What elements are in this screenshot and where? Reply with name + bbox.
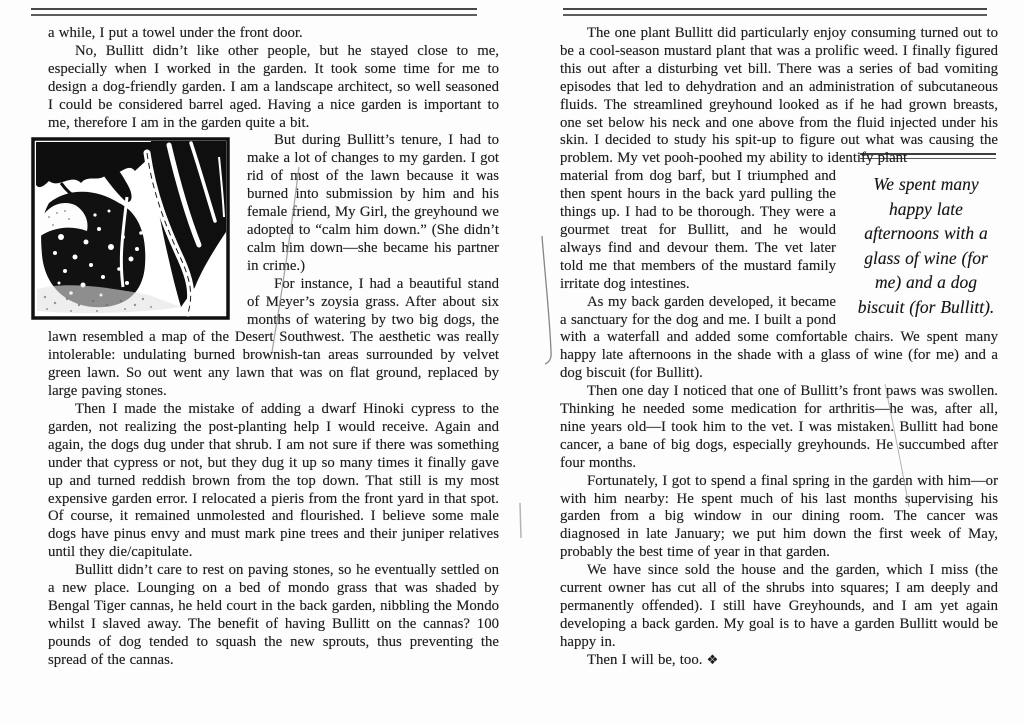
scan-mark-gutter [542,236,551,364]
paragraph: a while, I put a towel under the front door. [48,25,303,41]
paragraph: For instance, I had a beautiful stand of Meyer’s zoysia grass. After about six months of watering by two big dogs, the lawn resembled a map of the Desert Southwest. The aesthetic was really intolerable: undulating burned brownish-tan areas surrounded by velvet green lawn. So out went any lawn that was on flat ground, replaced by large paving stones. [48,275,499,400]
right-page [560,25,998,670]
paragraph: No, Bullitt didn’t like other people, but he stayed close to me, especially when I worked in the garden. It took some time for me to design a dog-friendly garden. I am a landscape architect, so well seasoned I could be considered barrel aged. Having a nice garden is important to me, therefore I am in the garden quite a bit. [48,42,499,131]
paragraph: We have since sold the house and the garden, which I miss (the current owner has cut all of the shrubs into squares; I am deeply and permanently offended). I still have Greyhounds, and I am yet again developing a back garden. My goal is to have a garden Bullitt would be happy in. [560,562,998,650]
paragraph: Then one day I noticed that one of Bullitt’s front paws was swollen. Thinking he needed some medication for arthritis—he was, after all, nine years old—I took him to the vet. I was mistaken. Bullitt had bone cancer, a bane of big dogs, especially greyhounds. He succumbed after four months. [560,383,998,471]
paragraph: As my back garden developed, it became a sanctuary for the dog and me. I built a pond with a waterfall and added some comfortable chairs. We spent many happy late afternoons in the shade with a glass of wine (for me) and a dog biscuit (for Bullitt). [560,293,998,382]
paragraph: Then I made the mistake of adding a dwarf Hinoki cypress to the garden, not realizing the post-planting help I would receive. Again and again, the dogs dug under that shrub. I am not sure if there was something under that cypress or not, but they dug it up so many times it finally gave up and turned reddish brown from the top down. That still is my most expensive garden error. I relocated a pieris from the front yard in that spot. Of course, it remained unmolested and flourished. I believe some male dogs have pinus envy and must mark pine trees and their juniper relatives until they die/capitulate. [48,401,499,561]
scan-mark-gutter-small [520,503,521,538]
right-page-top-rule [563,8,987,16]
closing-text: Then I will be, too. [587,651,703,668]
paragraph: Bullitt didn’t care to rest on paving stones, so he eventually settled on a new place. Lounging on a bed of mondo grass that was shaded by Bengal Tiger cannas, he held court in the back garden, nibbling the Mondo whilst I slaved away. The benefit of having Bullitt on the cannas? 100 pounds of dog tended to squash the new sprouts, thus preventing the spread of the cannas. [48,562,499,668]
left-page-top-rule [31,8,477,16]
paragraph: Fortunately, I got to spend a final spring in the garden with him—or with him nearby: He spent much of his last months supervising his garden from a big window in our dining room. The cancer was diagnosed in late January; we put him down the first week of May, probably the best time of year in that garden. [560,472,998,561]
closing-line [560,652,998,670]
end-mark-icon: ❖ [706,652,719,668]
woodcut-illustration [31,137,230,320]
paragraph: The one plant Bullitt did particularly enjoy consuming turned out to be a cool-season mustard plant that was a prolific weed. I finally figured this out after a disturbing vet bill. There was a series of bad vomiting episodes that led to dehydration and an administration of subcutaneous fluids. The streamlined greyhound looked as if he had grown breasts, one set below his neck and one above from the fluid injected under his skin. I decided to study his spit-up to figure out what was causing the problem. My vet pooh-poohed my ability to identify plant [560,25,998,167]
paragraph: material from dog barf, but I triumphed and then spent hours in the back yard pulling the things up. I had to be thorough. They were a gourmet treat for Bullitt, and he would always find and devour them. The vet later told me that members of the mustard family irritate dog intestines. [560,168,836,292]
paragraph: But during Bullitt’s tenure, I had to make a lot of changes to my garden. I got rid of most of the lawn because it was burned into submission by him and his female friend, My Girl, the greyhound we adopted to “calm him down.” (She didn’t calm him down—she became his partner in crime.) [247,132,499,274]
left-page [48,25,499,670]
pull-quote-text: We spent many happy late afternoons with a glass of wine (for me) and a dog biscuit (for Bullitt). [857,174,995,317]
pull-quote [846,153,998,319]
